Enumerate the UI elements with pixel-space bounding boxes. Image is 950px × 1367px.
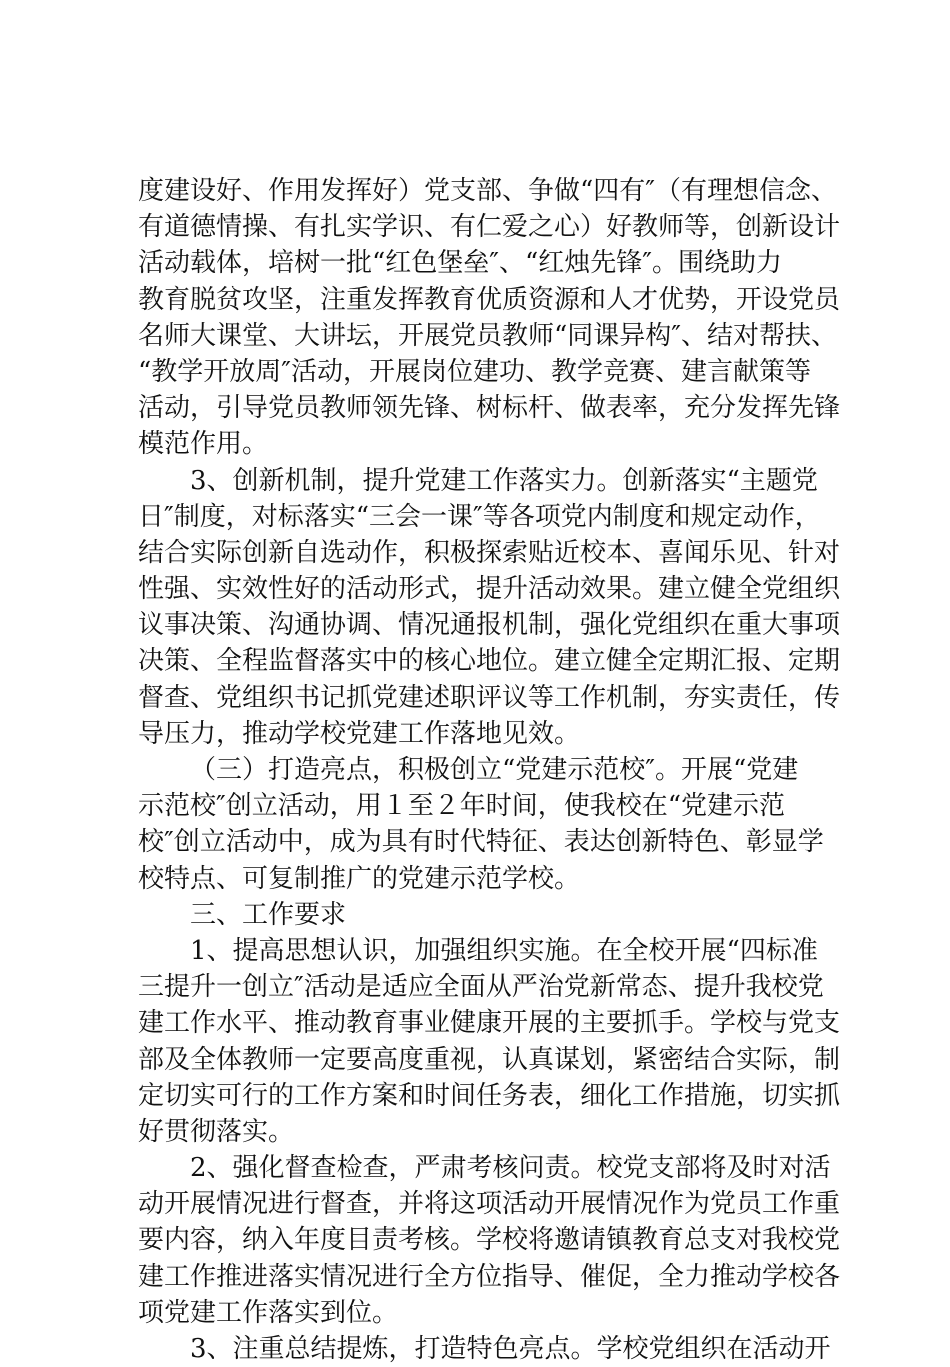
text-line: 督查、党组织书记抓党建述职评议等工作机制，夯实责任，传: [138, 682, 841, 713]
text-line: 项党建工作落实到位。: [138, 1297, 399, 1328]
text-line: 校特点、可复制推广的党建示范学校。: [138, 863, 581, 894]
text-line: 日″制度，对标落实“三会一课″等各项党内制度和规定动作，: [138, 501, 821, 532]
document-body: [138, 173, 841, 1367]
text-line: 好贯彻落实。: [138, 1116, 295, 1147]
text-line: 建工作水平、推动教育事业健康开展的主要抓手。学校与党支: [138, 1008, 841, 1039]
text-line: 校″创立活动中，成为具有时代特征、表达创新特色、彰显学: [138, 827, 824, 858]
paragraph-start-line: 1、提高思想认识，加强组织实施。在全校开展“四标准: [190, 935, 818, 966]
text-line: “教学开放周″活动，开展岗位建功、教学竞赛、建言献策等: [138, 356, 812, 387]
text-line: 部及全体教师一定要高度重视，认真谋划，紧密结合实际，制: [138, 1044, 841, 1075]
text-line: 定切实可行的工作方案和时间任务表，细化工作措施，切实抓: [138, 1080, 841, 1111]
paragraph-start-line: 2、强化督查检查，严肃考核问责。校党支部将及时对活: [190, 1153, 831, 1184]
text-line: 要内容，纳入年度目责考核。学校将邀请镇教育总支对我校党: [138, 1225, 841, 1256]
text-line: 决策、全程监督落实中的核心地位。建立健全定期汇报、定期: [138, 646, 841, 677]
text-line: 动开展情况进行督查，并将这项活动开展情况作为党员工作重: [138, 1189, 841, 1220]
text-line: 建工作推进落实情况进行全方位指导、催促，全力推动学校各: [138, 1261, 841, 1292]
text-line: 度建设好、作用发挥好）党支部、争做“四有″（有理想信念、: [138, 176, 838, 206]
text-line: 名师大课堂、大讲坛，开展党员教师“同课异构″、结对帮扶、: [138, 320, 838, 351]
text-line: 结合实际创新自选动作，积极探索贴近校本、喜闻乐见、针对: [138, 537, 841, 568]
section-heading: 三、工作要求: [190, 899, 347, 930]
paragraph-start-line: 3、注重总结提炼，打造特色亮点。学校党组织在活动开: [190, 1334, 831, 1364]
text-line: 导压力，推动学校党建工作落地见效。: [138, 718, 581, 749]
text-line: 性强、实效性好的活动形式，提升活动效果。建立健全党组织: [138, 574, 841, 605]
text-line: 三提升一创立″活动是适应全面从严治党新常态、提升我校党: [138, 972, 824, 1003]
text-line: 活动，引导党员教师领先锋、树标杆、做表率，充分发挥先锋: [138, 393, 841, 424]
paragraph-start-line: （三）打造亮点，积极创立“党建示范校″。开展“党建: [190, 755, 799, 785]
text-line: 教育脱贫攻坚，注重发挥教育优质资源和人才优势，开设党员: [138, 284, 841, 315]
text-line: 活动载体，培树一批“红色堡垒″、“红烛先锋″。围绕助力: [138, 248, 783, 279]
text-line: 模范作用。: [138, 429, 269, 460]
text-line: 示范校″创立活动，用１至２年时间，使我校在“党建示范: [138, 791, 786, 822]
text-line: 有道德情操、有扎实学识、有仁爱之心）好教师等，创新设计: [138, 212, 841, 243]
paragraph-start-line: 3、创新机制，提升党建工作落实力。创新落实“主题党: [190, 465, 818, 496]
text-line: 议事决策、沟通协调、情况通报机制，强化党组织在重大事项: [138, 610, 841, 641]
